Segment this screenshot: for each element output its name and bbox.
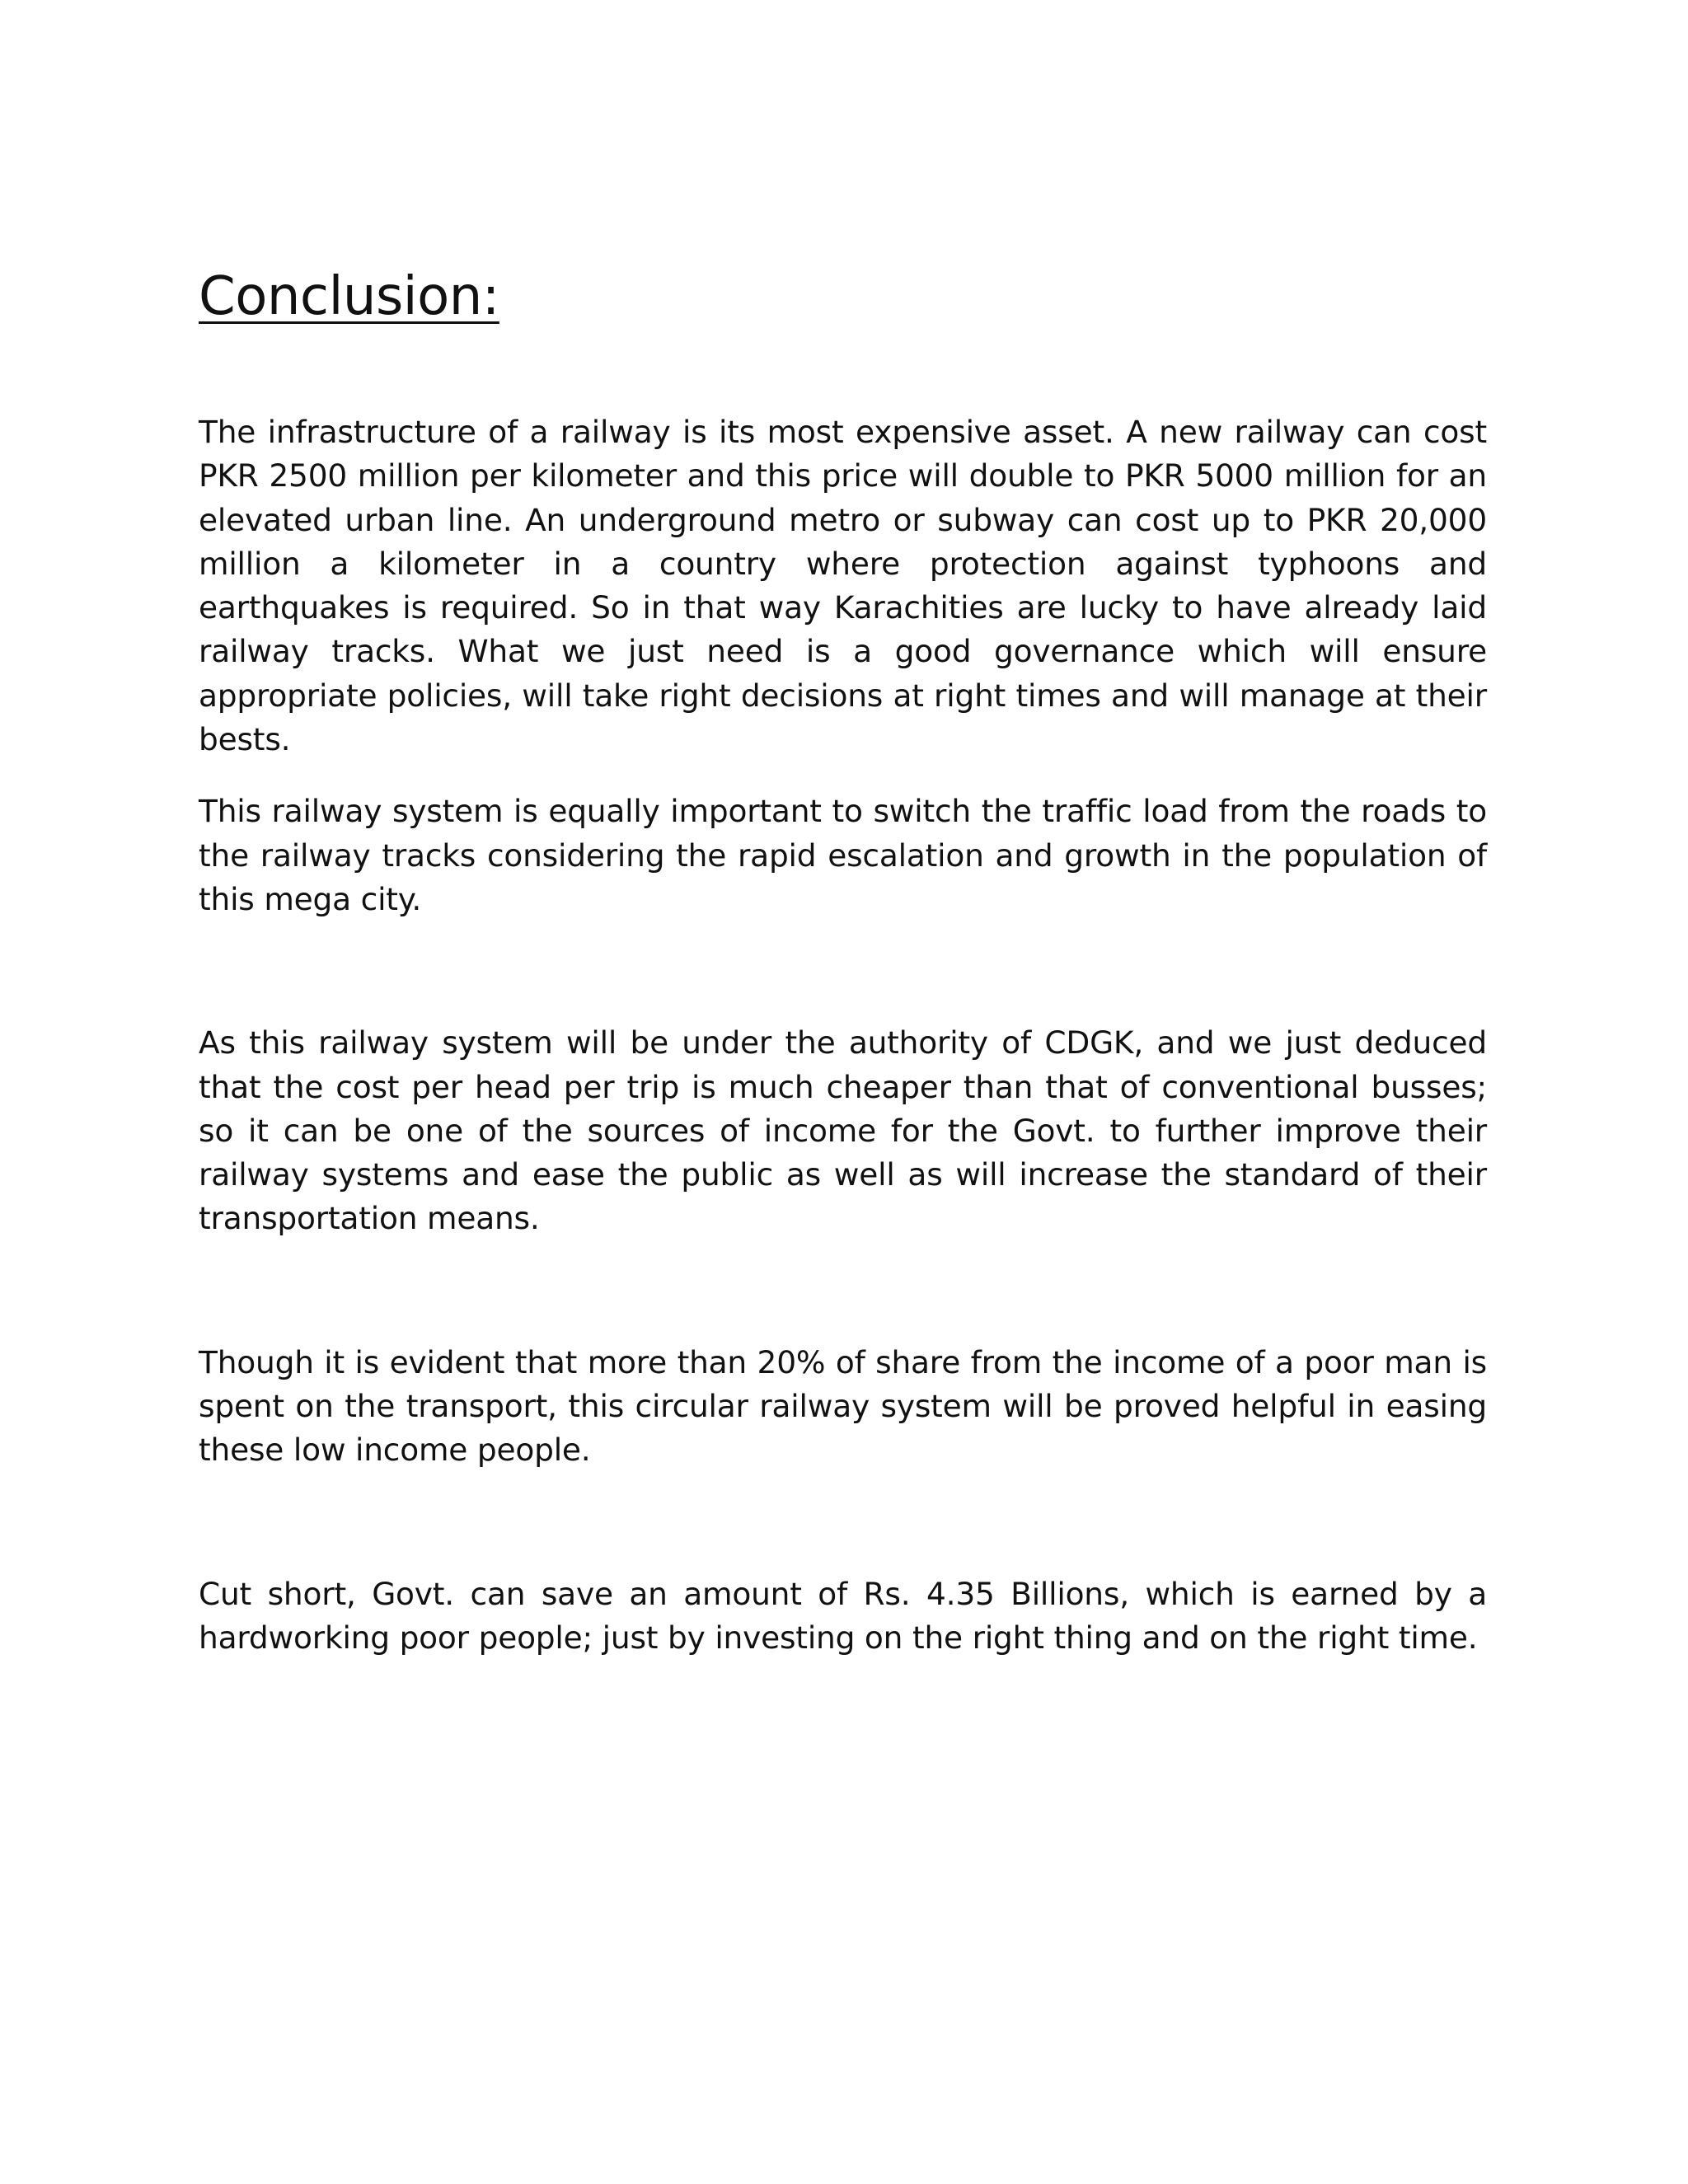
paragraph-traffic-load: This railway system is equally important to switch the traffic load from the roads to the railway tracks considering the rapid escalation and growth in the population of this mega city.: [199, 793, 1487, 917]
paragraph-infrastructure-cost: The infrastructure of a railway is its most expensive asset. A new railway can cost PKR 2500 million per kilometer and this price will double to PKR 5000 million for an elevated urban line. An underground metro or subway can cost up to PKR 20,000 million a kilometer in a country where protection against typhoons and earthquakes is required. So in that way Karachities are lucky to have already laid railway tracks. What we just need is a good governance which will ensure appropriate policies, will take right decisions at right times and will manage at their bests.: [199, 414, 1487, 758]
paragraph-income-source: As this railway system will be under the authority of CDGK, and we just deduced that the cost per head per trip is much cheaper than that of conventional busses; so it can be one of the sources of income for the Govt. to further improve their railway systems and ease the public as well as will increase the standard of their transportation means.: [199, 1024, 1487, 1237]
document-body: [199, 265, 1487, 1660]
paragraph-poor-income-share: Though it is evident that more than 20% of share from the income of a poor man is spent on the transport, this circular railway system will be proved helpful in easing these low income people.: [199, 1343, 1487, 1469]
section-heading: Conclusion:: [199, 266, 499, 327]
paragraph-cut-short: Cut short, Govt. can save an amount of Rs. 4.35 Billions, which is earned by a hardworking poor people; just by investing on the right thing and on the right time.: [199, 1575, 1487, 1656]
